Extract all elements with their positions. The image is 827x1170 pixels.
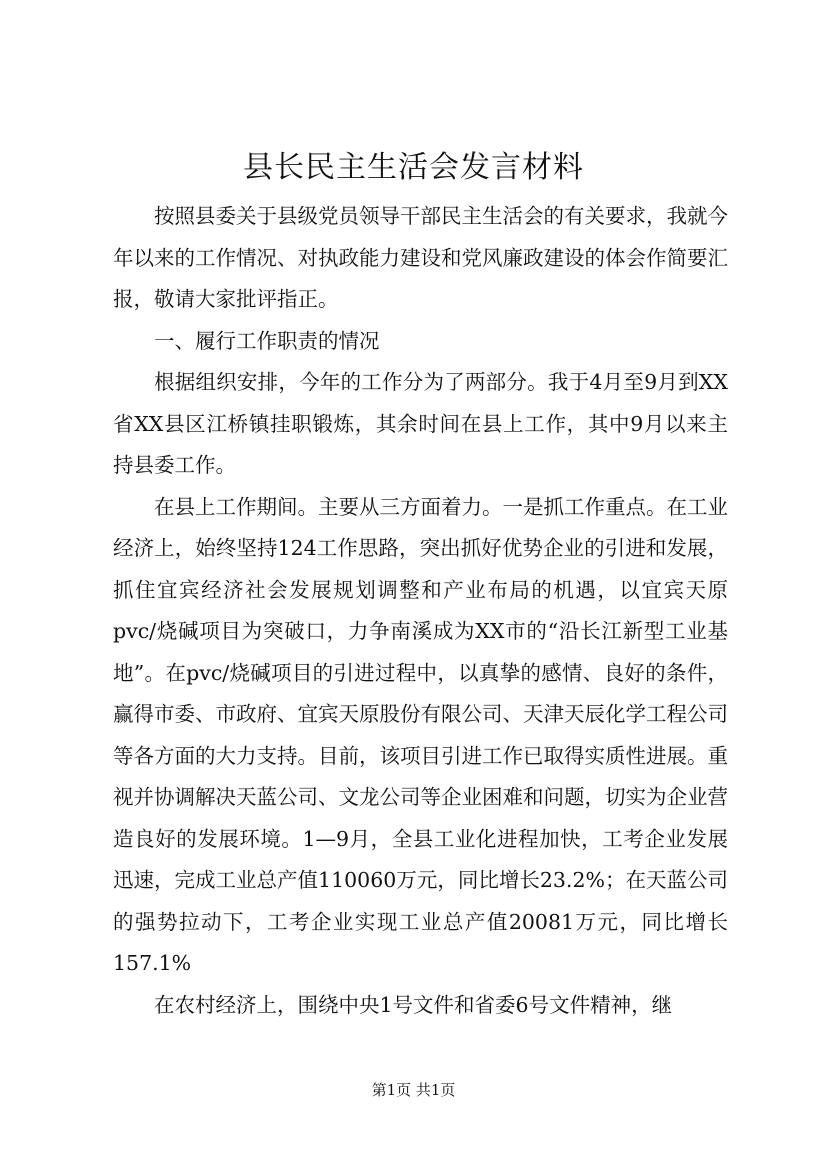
body-paragraph-3: 在农村经济上，围绕中央1号文件和省委6号文件精神，继 xyxy=(154,992,673,1017)
document-title: 县长民主生活会发言材料 xyxy=(243,150,584,185)
document-body xyxy=(113,196,728,1026)
page-footer: 第1页 共1页 xyxy=(371,1081,456,1099)
section-heading-1: 一、履行工作职责的情况 xyxy=(154,328,380,353)
intro-paragraph: 按照县委关于县级党员领导干部民主生活会的有关要求，我就今年以来的工作情况、对执政能力建设和党风廉政建设的体会作简要汇报，敬请大家批评指正。 xyxy=(113,204,728,311)
body-paragraph-2: 在县上工作期间。主要从三方面着力。一是抓工作重点。在工业经济上，始终坚持124工作思路，突出抓好优势企业的引进和发展，抓住宜宾经济社会发展规划调整和产业布局的机遇，以宜宾天原pvc/烧碱项目为突破口，力争南溪成为XX市的“沿长江新型工业基地”。在pvc/烧碱项目的引进过程中，以真挚的感情、良好的条件，赢得市委、市政府、宜宾天原股份有限公司、天津天辰化学工程公司等各方面的大力支持。目前，该项目引进工作已取得实质性进展。重视并协调解决天蓝公司、文龙公司等企业困难和问题，切实为企业营造良好的发展环境。1—9月，全县工业化进程加快，工考企业发展迅速，完成工业总产值110060万元，同比增长23.2%；在天蓝公司的强势拉动下，工考企业实现工业总产值20081万元，同比增长157.1% xyxy=(113,494,728,975)
body-paragraph-1: 根据组织安排，今年的工作分为了两部分。我于4月至9月到XX省XX县区江桥镇挂职锻炼，其余时间在县上工作，其中9月以来主持县委工作。 xyxy=(113,370,728,477)
